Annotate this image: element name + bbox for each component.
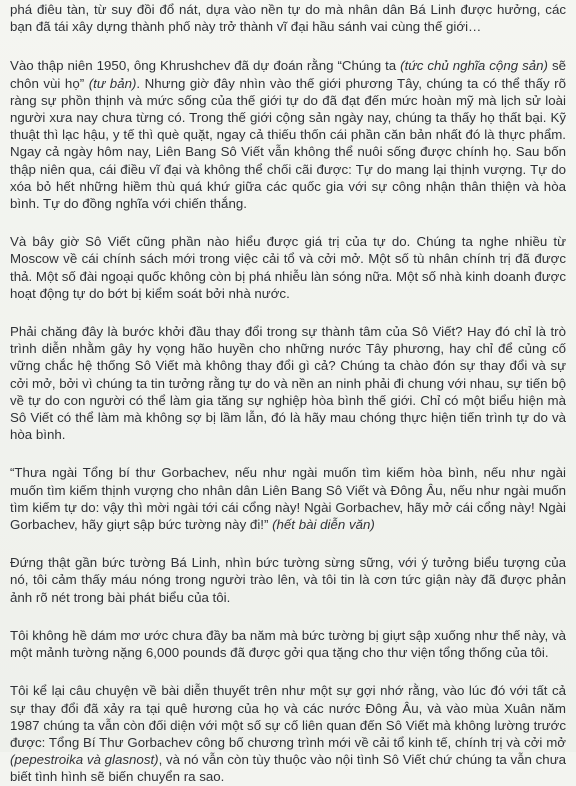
text-span: . Nhưng giờ đây nhìn vào thế giới phương Tây, chúng ta có thể thấy rõ ràng sự phồn thịnh và mức sống của thế giới tự do đã đạt đến mức hoàn mỹ mà lịch sử loài người xưa nay chưa từng có. Trong thế giới cộng sản ngày nay, chúng ta thấy họ thất bại. Kỹ thuật thì lạc hậu, y tế thì què quặt, ngay cả thiếu thốn cái phần căn bản nhất đó là thực phẩm. Ngay cả ngày hôm nay, Liên Bang Sô Viết vẫn không thể nuôi sống được chính họ. Sau bốn thập niên qua, cái điều vĩ đại và không thể chối cãi được: Tự do mang lại thịnh vượng. Tự do xóa bỏ hết những hiềm thù quá khứ giữa các quốc gia với sự công nhận thân thiện và hòa bình. Tự do đồng nghĩa với chiến thắng.	[10, 75, 566, 212]
text-span: Và bây giờ Sô Viết cũng phần nào hiểu được giá trị của tự do. Chúng ta nghe nhiều từ Moscow về cái chính sách mới trong việc cải tổ và cởi mở. Một số tù nhân chính trị đã được thả. Một số đài ngoại quốc không còn bị phá nhiễu làn sóng nữa. Một số nhà kinh doanh được hoạt động tự do bớt bị kiểm soát bởi nhà nước.	[10, 234, 566, 301]
text-span: Vào thập niên 1950, ông Khrushchev đã dự đoán rằng “Chúng ta	[10, 58, 401, 74]
text-span: Đứng thật gần bức tường Bá Linh, nhìn bức tường sừng sững, với ý tưởng biểu tượng của nó, tôi cảm thấy máu nóng trong người trào lên, và tôi tin là cơn tức giận này đã được phản ảnh rõ nét trong bài phát biểu của tôi.	[10, 555, 566, 605]
paragraph-2	[10, 57, 566, 212]
text-span: Tôi không hề dám mơ ước chưa đầy ba năm mà bức tường bị giựt sập xuống như thế này, và một mảnh tường nặng 6,000 pounds đã được gởi qua tặng cho thư viện tổng thống của tôi.	[10, 627, 566, 661]
italic-note: (tức chủ nghĩa cộng sản)	[400, 58, 548, 74]
text-span: sẽ chôn vùi họ”	[10, 58, 566, 91]
paragraph-3	[10, 233, 566, 302]
italic-note: (hết bài diễn văn)	[272, 517, 375, 533]
paragraph-7	[10, 627, 566, 661]
text-span: Tôi kể lại câu chuyện về bài diễn thuyết trên như một sự gợi nhớ rằng, vào lúc đó với tất cả sự thay đổi đã xảy ra tại quê hương của họ và các nước Đông Âu, và vào mùa Xuân năm 1987 chúng ta vẫn còn đối diện với một số sự cố liên quan đến Sô Viết mà không lường trước được: Tổng Bí Thư Gorbachev công bố chương trình mới về cải tổ kinh tế, chính trị và cởi mở	[10, 683, 566, 750]
text-span: , và nó vẫn còn tùy thuộc vào nội tình Sô Viết chứ chúng ta vẫn chưa biết tình hình sẽ biến chuyển ra sao.	[10, 752, 566, 785]
paragraph-5-quote	[10, 464, 566, 533]
text-span: “Thưa ngài Tổng bí thư Gorbachev, nếu như ngài muốn tìm kiếm hòa bình, nếu như ngài muốn tìm kiếm thịnh vượng cho nhân dân Liên Bang Sô Viết và Đông Âu, nếu như ngài muốn tìm kiếm tự do: vậy thì mời ngài tới cái cổng này! Ngài Gorbachev, hãy mở cái cổng này! Ngài Gorbachev, hãy giựt sập bức tường này đi!”	[10, 465, 566, 533]
paragraph-1	[10, 1, 566, 35]
text-span: Phải chăng đây là bước khởi đầu thay đổi trong sự thành tâm của Sô Viết? Hay đó chỉ là trò trình diễn nhằm gây hy vọng hão huyền cho những nước Tây phương, hay chỉ để củng cố vững chắc hệ thống Sô Viết mà không thay đổi gì cả? Chúng ta chào đón sự thay đổi và sự cởi mở, bởi vì chúng ta tin tưởng rằng tự do và nền an ninh phải đi chung với nhau, sự tiến bộ về tự do con người có thể làm gia tăng sự nghiệp hòa bình thế giới. Chỉ có một biểu hiện mà Sô Viết có thể làm mà không sợ bị lầm lẫn, đó là hãy mau chóng thực hiện tiến trình tự do và hòa bình.	[10, 324, 566, 443]
text-span: phá điêu tàn, từ suy đồi đổ nát, dựa vào nền tự do mà nhân dân Bá Linh được hưởng, các bạn đã tái xây dựng thành phố này trở thành vĩ đại hầu sánh vai cùng thế giới…	[10, 2, 566, 35]
paragraph-8	[10, 682, 566, 785]
paragraph-4	[10, 323, 566, 443]
paragraph-6	[10, 554, 566, 606]
italic-note: (pepestroika và glasnost)	[10, 752, 159, 768]
italic-note: (tư bản)	[88, 75, 137, 91]
